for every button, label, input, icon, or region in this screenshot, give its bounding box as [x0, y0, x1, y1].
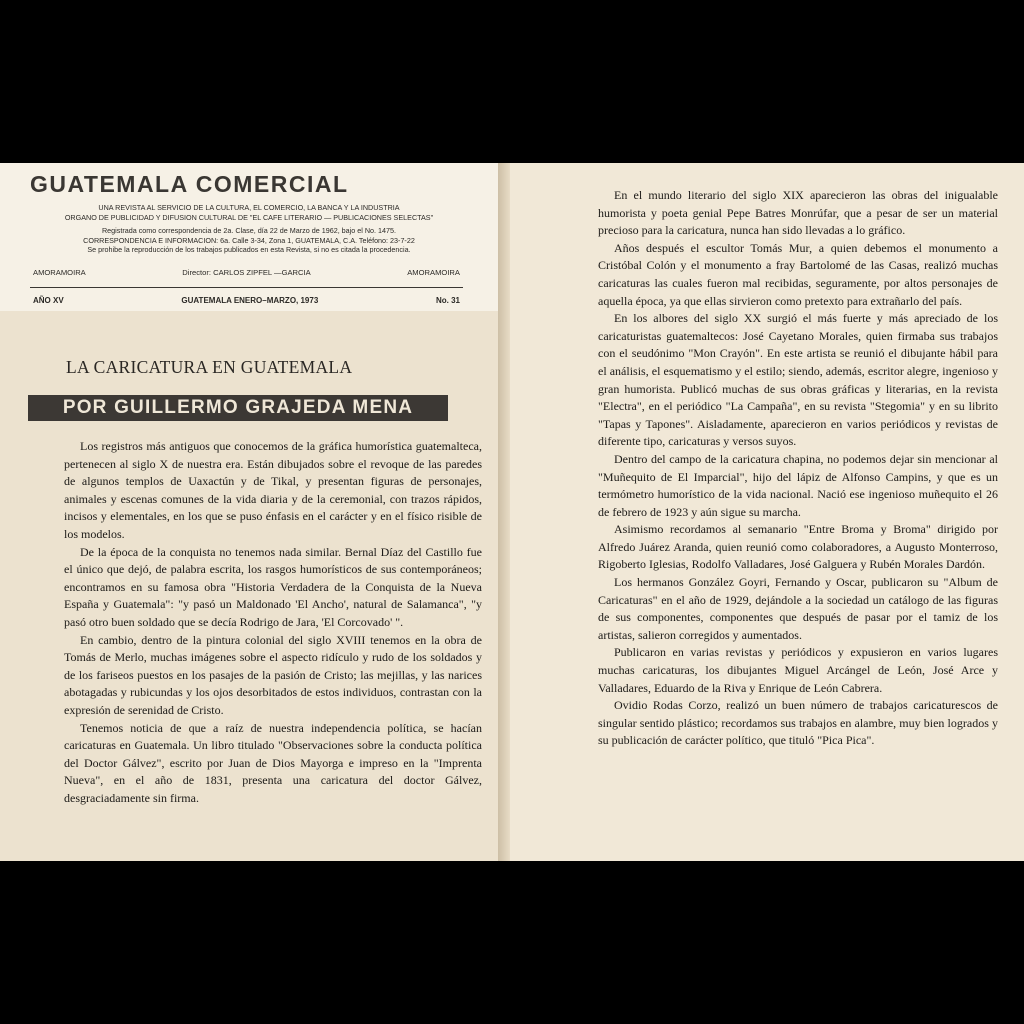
paragraph: De la época de la conquista no tenemos nada similar. Bernal Díaz del Castillo fue el único que dejó, de palabra escrita, los rasgos humorísticos de sus contemporáneos; encontramos en su famosa obra "Historia Verdadera de la Conquista de la Nueva España y Guatemala": "y pasó un Maldonado 'El Ancho', natural de Salamanca", "y pasó otro buen soldado que se decía Rodrigo de Jara, 'El Corcovado' ". — [64, 544, 482, 629]
paragraph: En cambio, dentro de la pintura colonial del siglo XVIII tenemos en la obra de Tomás de Merlo, muchas imágenes sobre el aspecto ridículo y rudo de los soldados y de los fariseos puestos en los pasajes de la pasión de Cristo; las mejillas, y las narices abotagadas y rubicundas y los ojos desorbitados de estos individuos, contrastan con la expresión de serenidad de Cristo. — [64, 632, 482, 717]
page-gutter — [498, 163, 510, 861]
left-page — [0, 163, 498, 861]
paragraph: Publicaron en varias revistas y periódicos y expusieron en varios lugares muchas caricaturas, los dibujantes Miguel Arcángel de León, José Arce y Valladares, Eduardo de la Riva y Enrique de León Cabrera. — [598, 645, 998, 695]
masthead-rule — [30, 287, 463, 288]
correspondence-note: CORRESPONDENCIA E INFORMACION: 6a. Calle 3-34, Zona 1, GUATEMALA, C.A. Teléfono: 23-7-22 — [83, 235, 415, 245]
tagline-1: UNA REVISTA AL SERVICIO DE LA CULTURA, EL COMERCIO, LA BANCA Y LA INDUSTRIA — [98, 203, 400, 212]
year: AÑO XV — [33, 296, 64, 305]
issue-number: No. 31 — [435, 296, 460, 305]
magazine-title: GUATEMALA COMERCIAL — [30, 171, 349, 197]
masthead — [0, 163, 498, 311]
paragraph: Dentro del campo de la caricatura chapina, no podemos dejar sin mencionar al "Muñequito de El Imparcial", hijo del lápiz de Alfonso Campins, y que es un termómetro humorístico de la vida nacional. Nació ese ingenioso muñequito el 26 de febrero de 1923 y aún sigue su marcha. — [598, 451, 998, 519]
paragraph: Los hermanos González Goyri, Fernando y Oscar, publicaron su "Album de Caricaturas" en el año de 1929, dejándole a la sociedad un catálogo de las figuras de sus componentes, componentes que después de pasar por el tamiz de los artistas, salieron corregidos y aumentados. — [598, 575, 998, 642]
director: Director: CARLOS ZIPFEL —GARCIA — [182, 268, 311, 277]
right-column — [598, 187, 998, 750]
paragraph: Tenemos noticia de que a raíz de nuestra independencia política, se hacían caricaturas en Guatemala. Un libro titulado "Observaciones sobre la conducta política del Doctor Gálvez", escrito por Juan de Dios Mayorga e impreso en la "Imprenta Nueva", en el año de 1831, presenta una caricatura del doctor Gálvez, desgraciadamente sin firma. — [64, 720, 482, 805]
paragraph: En los albores del siglo XX surgió el más fuerte y más apreciado de los caricaturistas guatemaltecos: José Cayetano Morales, quien firmaba sus trabajos con el seudónimo "Mon Crayón". En este artista se reunió el dibujante hábil para el análisis, el esquematismo y el estilo; siendo, además, escritor alegre, ingenioso y gran humorista. Publicó muchas de sus obras gráficas y literarias, en la revista "Electra", en el periódico "La Campaña", en su revista "Stegomia" y en su librito "Tapas y Tapones". Aisladamente, aparecieron en varios periódicos y revistas de diferente tipo, caricaturas y versos suyos. — [598, 311, 998, 449]
paragraph: Los registros más antiguos que conocemos de la gráfica humorística guatemalteca, pertenecen al siglo X de nuestra era. Están dibujados sobre el revoque de las paredes de algunos templos de Uaxactún y de Tikal, y presentan figuras de personajes, animales y escenas comunes de la vida diaria y de la ceremonial, con trazos rápidos, incisos y elementales, en los que se puso énfasis en el carácter y en el físico risible de los modelos. — [64, 439, 482, 541]
byline: POR GUILLERMO GRAJEDA MENA — [62, 397, 414, 418]
tagline-2: ORGANO DE PUBLICIDAD Y DIFUSION CULTURAL DE "EL CAFE LITERARIO — PUBLICACIONES SELECTAS" — [64, 212, 434, 222]
director-row — [33, 268, 460, 277]
reproduction-note: Se prohibe la reproducción de los trabajos publicados en esta Revista, si no es citada la procedencia. — [87, 245, 411, 254]
paragraph: Asimismo recordamos al semanario "Entre Broma y Broma" dirigido por Alfredo Juárez Aranda, quien reunió como colaboradores, a Augusto Monterroso, Rigoberto Iglesias, Rodolfo Valladares, José Galguera y Rubén Morales Dardón. — [598, 522, 998, 572]
right-page — [510, 163, 1024, 861]
paragraph: Ovidio Rodas Corzo, realizó un buen número de trabajos caricaturescos de singular sentido plástico; recordamos sus trabajos en alambre, muy bien logrados y su publicación de carácter político, que tituló "Pica Pica". — [598, 698, 998, 748]
paragraph: Años después el escultor Tomás Mur, a quien debemos el monumento a Cristóbal Colón y el monumento a fray Bartolomé de las Casas, realizó muchas caricaturas las cuales fueron mal recibidas, seguramente, por altos personajes de aquella época, ya que ellas sirvieron como pretexto para extrañarlo del país. — [598, 240, 998, 308]
issue-date: GUATEMALA ENERO–MARZO, 1973 — [181, 296, 319, 305]
registration-note: Registrada como correspondencia de 2a. Clase, día 22 de Marzo de 1962, bajo el No. 1475. — [101, 226, 397, 235]
byline-bar — [28, 395, 448, 421]
left-column — [64, 438, 482, 807]
left-tag: AMORAMOIRA — [33, 268, 86, 277]
paragraph: En el mundo literario del siglo XIX aparecieron las obras del inigualable humorista y poeta genial Pepe Batres Monrúfar, que a pesar de ser un material precioso para la caricatura, nunca han sido llevadas a lo gráfico. — [598, 188, 998, 238]
article-title: LA CARICATURA EN GUATEMALA — [66, 357, 353, 377]
issue-row — [33, 296, 460, 305]
right-tag: AMORAMOIRA — [407, 268, 460, 277]
masthead-info — [0, 203, 498, 255]
